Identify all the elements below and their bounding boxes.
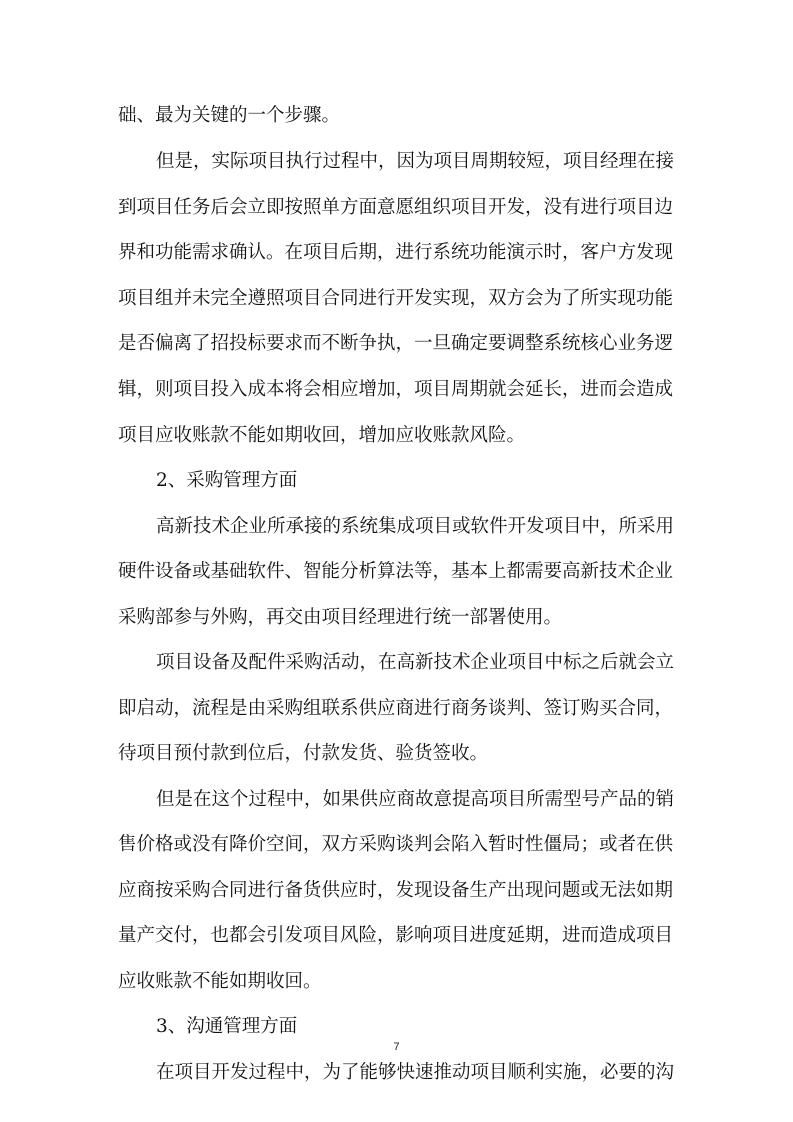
paragraph-start-line: 高新技术企业所承接的系统集成项目或软件开发项目中，所采用 [156,516,675,537]
paragraph-start-line: 在项目开发过程中，为了能够快速推动项目顺利实施，必要的沟 [156,1062,675,1083]
text-line: 应收账款不能如期收回。 [118,971,322,992]
paragraph-start-line: 但是，实际项目执行过程中，因为项目周期较短，项目经理在接 [156,151,675,172]
paragraph-start-line: 项目设备及配件采购活动，在高新技术企业项目中标之后就会立 [156,652,675,673]
section-heading-communication: 3、沟通管理方面 [156,1016,298,1037]
text-line: 界和功能需求确认。在项目后期，进行系统功能演示时，客户方发现 [118,242,674,263]
text-line: 础、最为关键的一个步骤。 [118,105,341,126]
text-line: 项目应收账款不能如期收回，增加应收账款风险。 [118,425,526,446]
text-line: 应商按采购合同进行备货供应时，发现设备生产出现问题或无法如期 [118,880,674,901]
text-line: 到项目任务后会立即按照单方面意愿组织项目开发，没有进行项目边 [118,197,674,218]
text-line: 采购部参与外购，再交由项目经理进行统一部署使用。 [118,607,563,628]
text-line: 硬件设备或基础软件、智能分析算法等，基本上都需要高新技术企业 [118,561,674,582]
page-number: 7 [393,1041,400,1053]
text-line: 即启动，流程是由采购组联系供应商进行商务谈判、签订购买合同， [118,698,674,719]
section-heading-procurement: 2、采购管理方面 [156,470,298,491]
text-line: 待项目预付款到位后，付款发货、验货签收。 [118,743,489,764]
text-line: 量产交付，也都会引发项目风险，影响项目进度延期，进而造成项目 [118,925,674,946]
text-line: 辑，则项目投入成本将会相应增加，项目周期就会延长，进而会造成 [118,379,674,400]
text-line: 售价格或没有降价空间，双方采购谈判会陷入暂时性僵局；或者在供 [118,834,674,855]
text-line: 是否偏离了招投标要求而不断争执，一旦确定要调整系统核心业务逻 [118,333,674,354]
text-line: 项目组并未完全遵照项目合同进行开发实现，双方会为了所实现功能 [118,288,674,309]
paragraph-start-line: 但是在这个过程中，如果供应商故意提高项目所需型号产品的销 [156,789,675,810]
